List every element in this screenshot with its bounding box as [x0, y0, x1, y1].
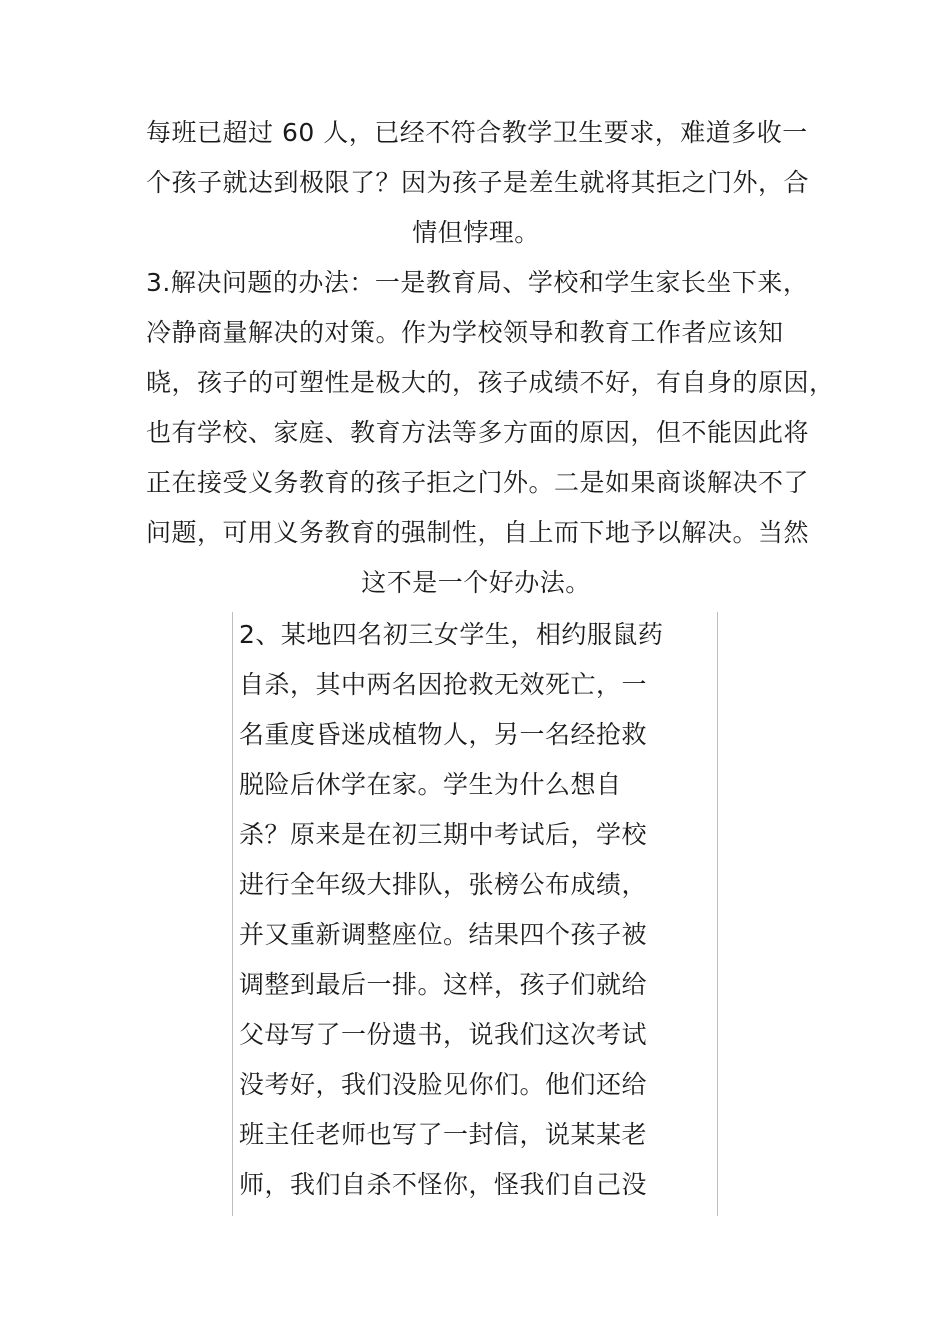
box-text-line: 自杀，其中两名因抢救无效死亡，一 [239, 670, 648, 699]
text-line: 情但悖理。 [412, 218, 540, 247]
box-text-line: 没考好，我们没脸见你们。他们还给 [239, 1070, 648, 1099]
box-text-line: 父母写了一份遗书，说我们这次考试 [239, 1020, 648, 1049]
text-line: 正在接受义务教育的孩子拒之门外。二是如果商谈解决不了 [146, 468, 810, 497]
text-line: 也有学校、家庭、教育方法等多方面的原因，但不能因此将 [146, 418, 810, 447]
text-line: 3.解决问题的办法：一是教育局、学校和学生家长坐下来， [146, 268, 809, 297]
text-line: 冷静商量解决的对策。作为学校领导和教育工作者应该知 [146, 318, 784, 347]
box-text-line: 并又重新调整座位。结果四个孩子被 [239, 920, 648, 949]
box-text-line: 进行全年级大排队，张榜公布成绩， [239, 870, 648, 899]
box-text-line: 调整到最后一排。这样，孩子们就给 [239, 970, 648, 999]
box-text-line: 2、某地四名初三女学生，相约服鼠药 [239, 620, 664, 649]
text-line: 每班已超过 60 人，已经不符合教学卫生要求，难道多收一 [146, 118, 808, 147]
box-text-line: 名重度昏迷成植物人，另一名经抢救 [239, 720, 648, 749]
text-line: 晓，孩子的可塑性是极大的，孩子成绩不好，有自身的原因， [146, 368, 835, 397]
box-text-line: 师，我们自杀不怪你，怪我们自己没 [239, 1170, 648, 1199]
box-text-line: 杀？原来是在初三期中考试后，学校 [239, 820, 648, 849]
box-text-line: 脱险后休学在家。学生为什么想自 [239, 770, 622, 799]
text-line: 问题，可用义务教育的强制性，自上而下地予以解决。当然 [146, 518, 810, 547]
text-line: 个孩子就达到极限了？因为孩子是差生就将其拒之门外，合 [146, 168, 810, 197]
text-line: 这不是一个好办法。 [361, 568, 591, 597]
box-text-line: 班主任老师也写了一封信，说某某老 [239, 1120, 648, 1149]
case-text-box [232, 612, 718, 1216]
